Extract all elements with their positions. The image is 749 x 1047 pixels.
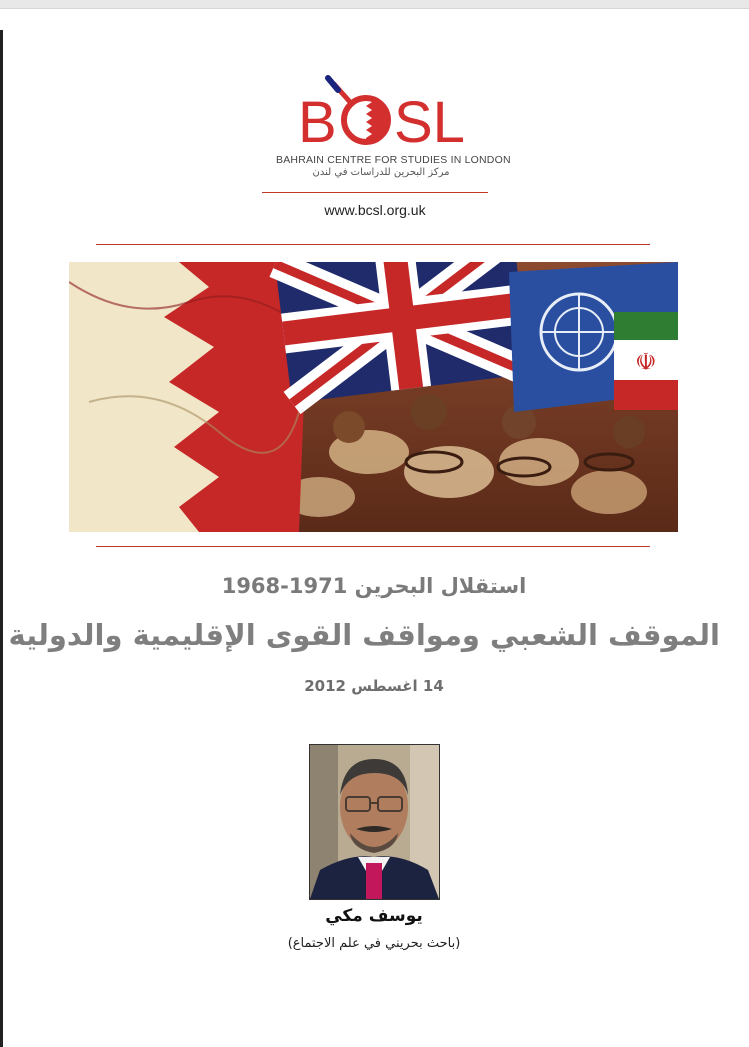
author-photo: [309, 744, 440, 900]
bcsl-logo: [268, 70, 488, 160]
logo-letter-b: B: [298, 90, 337, 155]
cover-banner-image: [69, 262, 678, 532]
banner-bottom-rule: [96, 546, 650, 547]
document-title: الموقف الشعبي ومواقف القوى الإقليمية والدولية: [8, 618, 720, 652]
bahrain-flag-icon: [69, 262, 309, 532]
page-top-edge: [0, 0, 749, 9]
logo-divider: [262, 192, 488, 193]
banner-top-rule: [96, 244, 650, 245]
logo-name-arabic: مركز البحرين للدراسات في لندن: [312, 167, 450, 178]
document-subtitle: استقلال البحرين 1971-1968: [221, 574, 527, 598]
iran-flag-icon: [614, 312, 678, 410]
document-date: 14 اغسطس 2012: [304, 677, 444, 695]
page-left-border: [0, 30, 3, 1047]
svg-text:☫: ☫: [635, 348, 657, 376]
logo-name-english: BAHRAIN CENTRE FOR STUDIES IN LONDON: [276, 154, 511, 166]
magnifier-icon: [328, 78, 388, 142]
author-name: يوسف مكي: [325, 906, 423, 926]
website-link[interactable]: www.bcsl.org.uk: [324, 202, 426, 218]
logo-letters-sl: SL: [394, 90, 465, 155]
author-role: (باحث بحريني في علم الاجتماع): [287, 936, 461, 951]
